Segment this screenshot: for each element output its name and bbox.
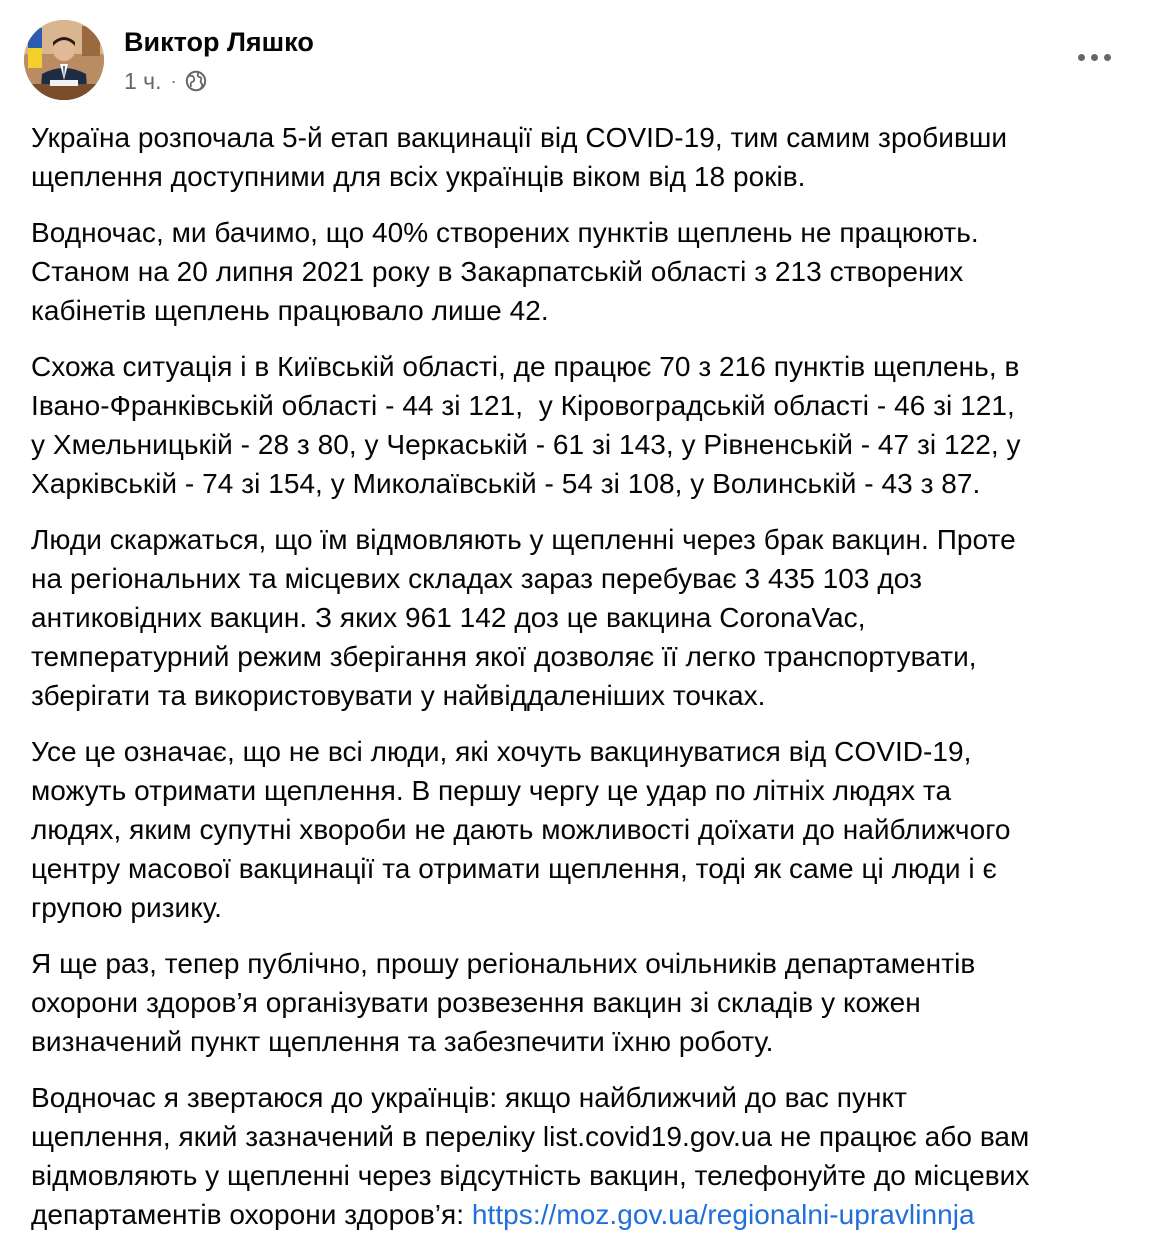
avatar-photo [24, 20, 104, 100]
paragraph-6 [31, 944, 1141, 1061]
text-line: щеплення, який зазначений в переліку list.covid19.gov.ua не працює або вам [31, 1121, 1030, 1152]
paragraph-3 [31, 347, 1141, 503]
paragraph-4 [31, 520, 1141, 715]
text-line: відмовляють у щепленні через відсутність вакцин, телефонуйте до місцевих [31, 1160, 1030, 1191]
more-options-icon[interactable] [1072, 42, 1116, 72]
text-line: Івано-Франківській області - 44 зі 121, у Кіровоградській області - 46 зі 121, [31, 390, 1015, 421]
post-header [24, 20, 314, 110]
text-line: визначений пункт щеплення та забезпечити їхню роботу. [31, 1026, 774, 1057]
paragraph-2 [31, 213, 1141, 330]
post-body [31, 118, 1141, 1251]
paragraph-1 [31, 118, 1141, 196]
text-line: центру масової вакцинації та отримати щеплення, тоді як саме ці люди і є [31, 853, 997, 884]
text-line: департаментів охорони здоров’я: [31, 1199, 472, 1230]
text-line: Станом на 20 липня 2021 року в Закарпатській області з 213 створених [31, 256, 964, 287]
text-line: Україна розпочала 5-й етап вакцинації від COVID-19, тим самим зробивши [31, 122, 1008, 153]
meta-separator: · [170, 71, 177, 91]
text-line: охорони здоров’я організувати розвезення вакцин зі складів у кожен [31, 987, 921, 1018]
text-line: на регіональних та місцевих складах зараз перебуває 3 435 103 доз [31, 563, 922, 594]
paragraph-7 [31, 1078, 1141, 1234]
text-line: Водночас я звертаюся до українців: якщо найближчий до вас пункт [31, 1082, 907, 1113]
text-line: Я ще раз, тепер публічно, прошу регіональних очільників департаментів [31, 948, 976, 979]
globe-icon[interactable] [185, 70, 207, 92]
text-line: Усе це означає, що не всі люди, які хочуть вакцинуватися від COVID-19, [31, 736, 972, 767]
text-line: Люди скаржаться, що їм відмовляють у щепленні через брак вакцин. Проте [31, 524, 1016, 555]
text-line: кабінетів щеплень працювало лише 42. [31, 295, 549, 326]
moz-regional-link[interactable]: https://moz.gov.ua/regionalni-upravlinnja [471, 1199, 975, 1230]
author-block [124, 26, 314, 95]
text-line: Харківській - 74 зі 154, у Миколаївській - 54 зі 108, у Волинській - 43 з 87. [31, 468, 981, 499]
text-line: Водночас, ми бачимо, що 40% створених пунктів щеплень не працюють. [31, 217, 979, 248]
post-meta [124, 67, 314, 95]
text-line: у Хмельницькій - 28 з 80, у Черкаській - 61 зі 143, у Рівненській - 47 зі 122, у [31, 429, 1021, 460]
text-line: щеплення доступними для всіх українців віком від 18 років. [31, 161, 806, 192]
text-line: антиковідних вакцин. З яких 961 142 доз це вакцина CoronaVac, [31, 602, 866, 633]
paragraph-5 [31, 732, 1141, 927]
text-line: людях, яким супутні хвороби не дають можливості доїхати до найближчого [31, 814, 1011, 845]
text-line: зберігати та використовувати у найвіддаленіших точках. [31, 680, 766, 711]
text-line: Схожа ситуація і в Київській області, де працює 70 з 216 пунктів щеплень, в [31, 351, 1020, 382]
text-line: температурний режим зберігання якої дозволяє її легко транспортувати, [31, 641, 977, 672]
text-line: можуть отримати щеплення. В першу чергу це удар по літніх людях та [31, 775, 952, 806]
text-line-with-link [31, 1195, 1141, 1234]
avatar[interactable] [24, 20, 104, 100]
author-name[interactable]: Виктор Ляшко [124, 27, 314, 57]
post-timestamp[interactable]: 1 ч. [124, 68, 162, 94]
text-line: групою ризику. [31, 892, 222, 923]
